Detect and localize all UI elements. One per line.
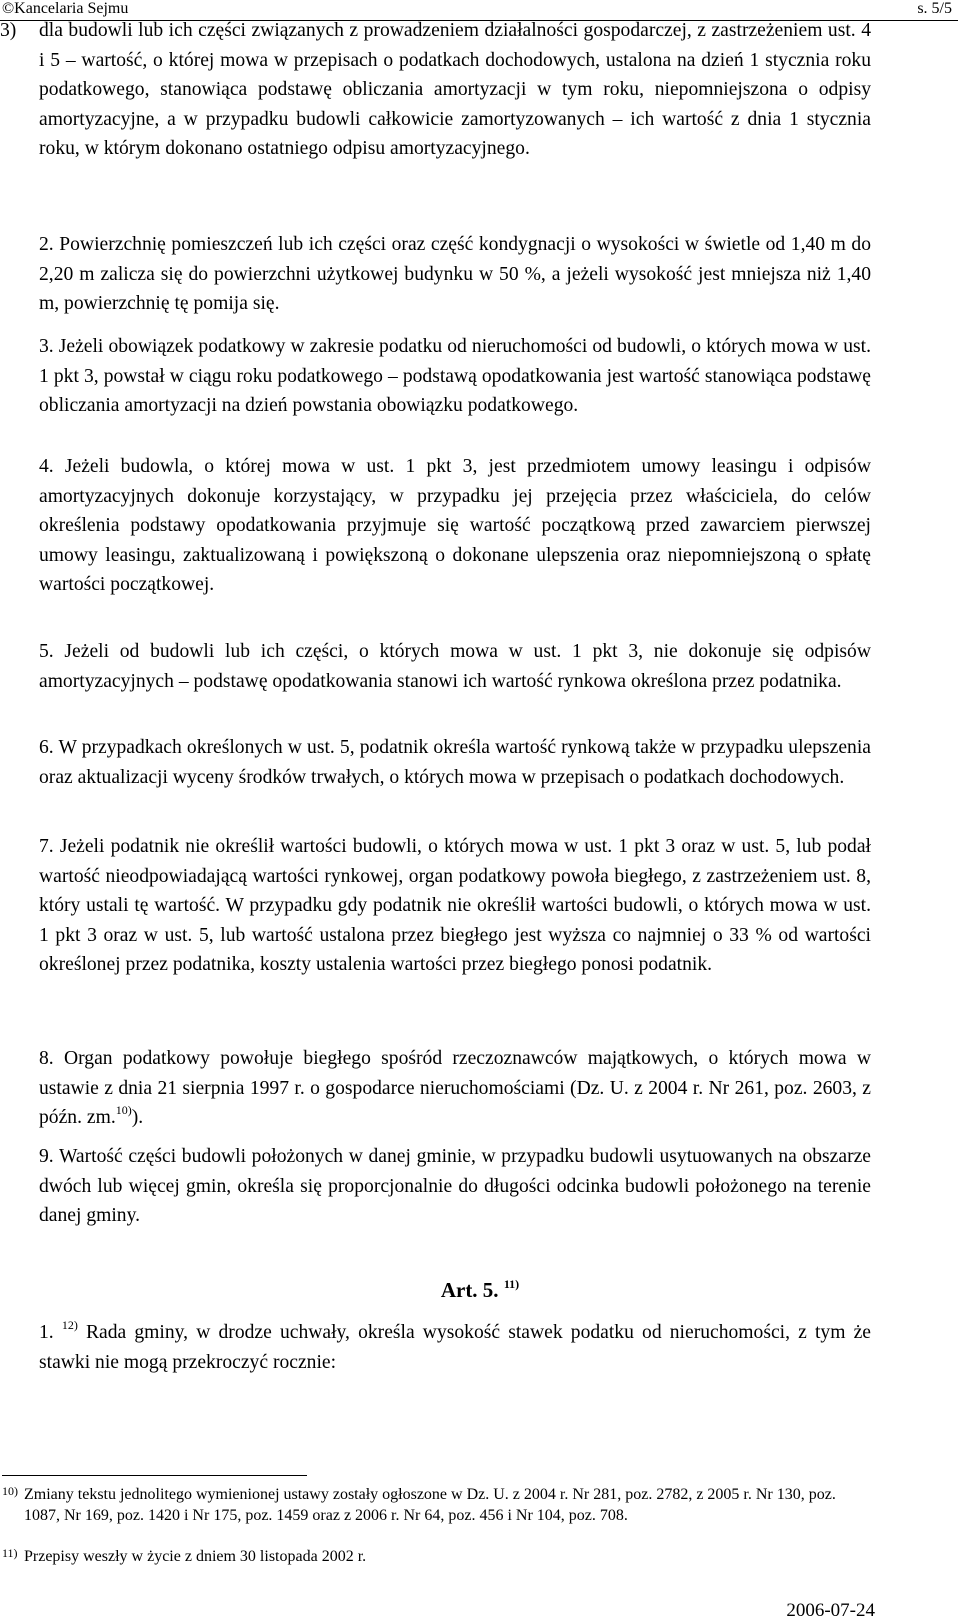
footnote-text: Przepisy weszły w życie z dniem 30 listopada 2002 r. [24,1548,367,1565]
paragraph-text: 4. Jeżeli budowla, o której mowa w ust. 1 pkt 3, jest przedmiotem umowy leasingu i odpisów amortyzacyjnych dokonuje korzystający, w przypadku jej przejęcia przez właściciela, do celów określenia podstawy opodatkowania przyjmuje się wartość początkową przed zawarciem pierwszej umowy leasingu, zaktualizowaną i powiększoną o dokonane ulepszenia oraz niepomniejszoną o spłatę wartości początkowej. [39,456,871,595]
paragraph-text: 6. W przypadkach określonych w ust. 5, podatnik określa wartość rynkową także w przypadku ulepszenia oraz aktualizacji wyceny środków trwałych, o których mowa w przepisach o podatkach dochodowych. [39,737,871,788]
article-paragraph-1 [39,1318,871,1377]
article-heading [0,1276,960,1304]
paragraph-4 [39,452,871,600]
paragraph-7 [39,832,871,980]
paragraph-6 [39,733,871,792]
paragraph-text: 2. Powierzchnię pomieszczeń lub ich części oraz część kondygnacji o wysokości w świetle od 1,40 m do 2,20 m zalicza się do powierzchni użytkowej budynku w 50 %, a jeżeli wysokość jest mniejsza niż 1,40 m, powierzchnię tę pomija się. [39,234,871,314]
paragraph-text: 5. Jeżeli od budowli lub ich części, o których mowa w ust. 1 pkt 3, nie dokonuje się odpisów amortyzacyjnych – podstawę opodatkowania stanowi ich wartość rynkowa określona przez podatnika. [39,641,871,692]
paragraph-text: 3. Jeżeli obowiązek podatkowy w zakresie podatku od nieruchomości od budowli, o których mowa w ust. 1 pkt 3, powstał w ciągu roku podatkowego – podstawą opodatkowania jest wartość stanowiąca podstawę obliczania amortyzacji na dzień powstania obowiązku podatkowego. [39,336,871,416]
paragraph-tail: ). [131,1107,144,1128]
footer-date: 2006-07-24 [786,1600,875,1621]
footnote-11 [2,1546,870,1568]
header-publisher: ©Kancelaria Sejmu [2,0,129,17]
paragraph-text: Rada gminy, w drodze uchwały, określa wysokość stawek podatku od nieruchomości, z tym że stawki nie mogą przekroczyć rocznie: [39,1322,871,1373]
footnote-divider [2,1475,307,1476]
paragraph-8 [39,1044,871,1133]
page-number: s. 5/5 [917,0,952,17]
paragraph-item-3 [0,16,871,164]
footnote-ref-10: 10) [115,1103,132,1117]
paragraph-text: 7. Jeżeli podatnik nie określił wartości budowli, o których mowa w ust. 1 pkt 3 oraz w ust. 5, lub podał wartość nieodpowiadającą wartości rynkowej, organ podatkowy powoła biegłego, z zastrzeżeniem ust. 8, który ustali tę wartość. W przypadku gdy podatnik nie określił wartości budowli, o których mowa w ust. 1 pkt 3 oraz w ust. 5, lub wartość ustalona przez biegłego jest wyższa co najmniej o 33 % od wartości określonej przez podatnika, koszty ustalenia wartości przez biegłego ponosi podatnik. [39,836,871,975]
paragraph-2 [39,230,871,319]
footnote-ref-11: 11) [503,1277,520,1291]
item-number: 3) [0,20,17,41]
article-title: Art. 5. [440,1278,499,1302]
footnote-number: 10) [2,1484,18,1498]
footnote-10 [2,1484,870,1526]
paragraph-text: 9. Wartość części budowli położonych w danej gminie, w przypadku budowli usytuowanych na obszarze dwóch lub więcej gmin, określa się proporcjonalnie do długości odcinka budowli położonego na terenie danej gminy. [39,1146,871,1226]
paragraph-text: dla budowli lub ich części związanych z prowadzeniem działalności gospodarczej, z zastrzeżeniem ust. 4 i 5 – wartość, o której mowa w przepisach o podatkach dochodowych, ustalona na dzień 1 stycznia roku podatkowego, stanowiąca podstawę obliczania amortyzacji w tym roku, niepomniejszona o odpisy amortyzacyjne, a w przypadku budowli całkowicie zamortyzowanych – ich wartość z dnia 1 stycznia roku, w którym dokonano ostatniego odpisu amortyzacyjnego. [39,20,871,159]
footnote-text: Zmiany tekstu jednolitego wymienionej ustawy zostały ogłoszone w Dz. U. z 2004 r. Nr 281, poz. 2782, z 2005 r. Nr 130, poz. 1087, Nr 169, poz. 1420 i Nr 175, poz. 1459 oraz z 2006 r. Nr 64, poz. 456 i Nr 104, poz. 708. [24,1486,836,1524]
footnote-number: 11) [2,1546,18,1560]
paragraph-text: 8. Organ podatkowy powołuje biegłego spośród rzeczoznawców majątkowych, o których mowa w ustawie z dnia 21 sierpnia 1997 r. o gospodarce nieruchomościami (Dz. U. z 2004 r. Nr 261, poz. 2603, z późn. zm. [39,1048,871,1128]
footnote-ref-12: 12) [61,1318,78,1332]
paragraph-3 [39,332,871,421]
paragraph-5 [39,637,871,696]
item-number: 1. [39,1322,54,1343]
paragraph-9 [39,1142,871,1231]
